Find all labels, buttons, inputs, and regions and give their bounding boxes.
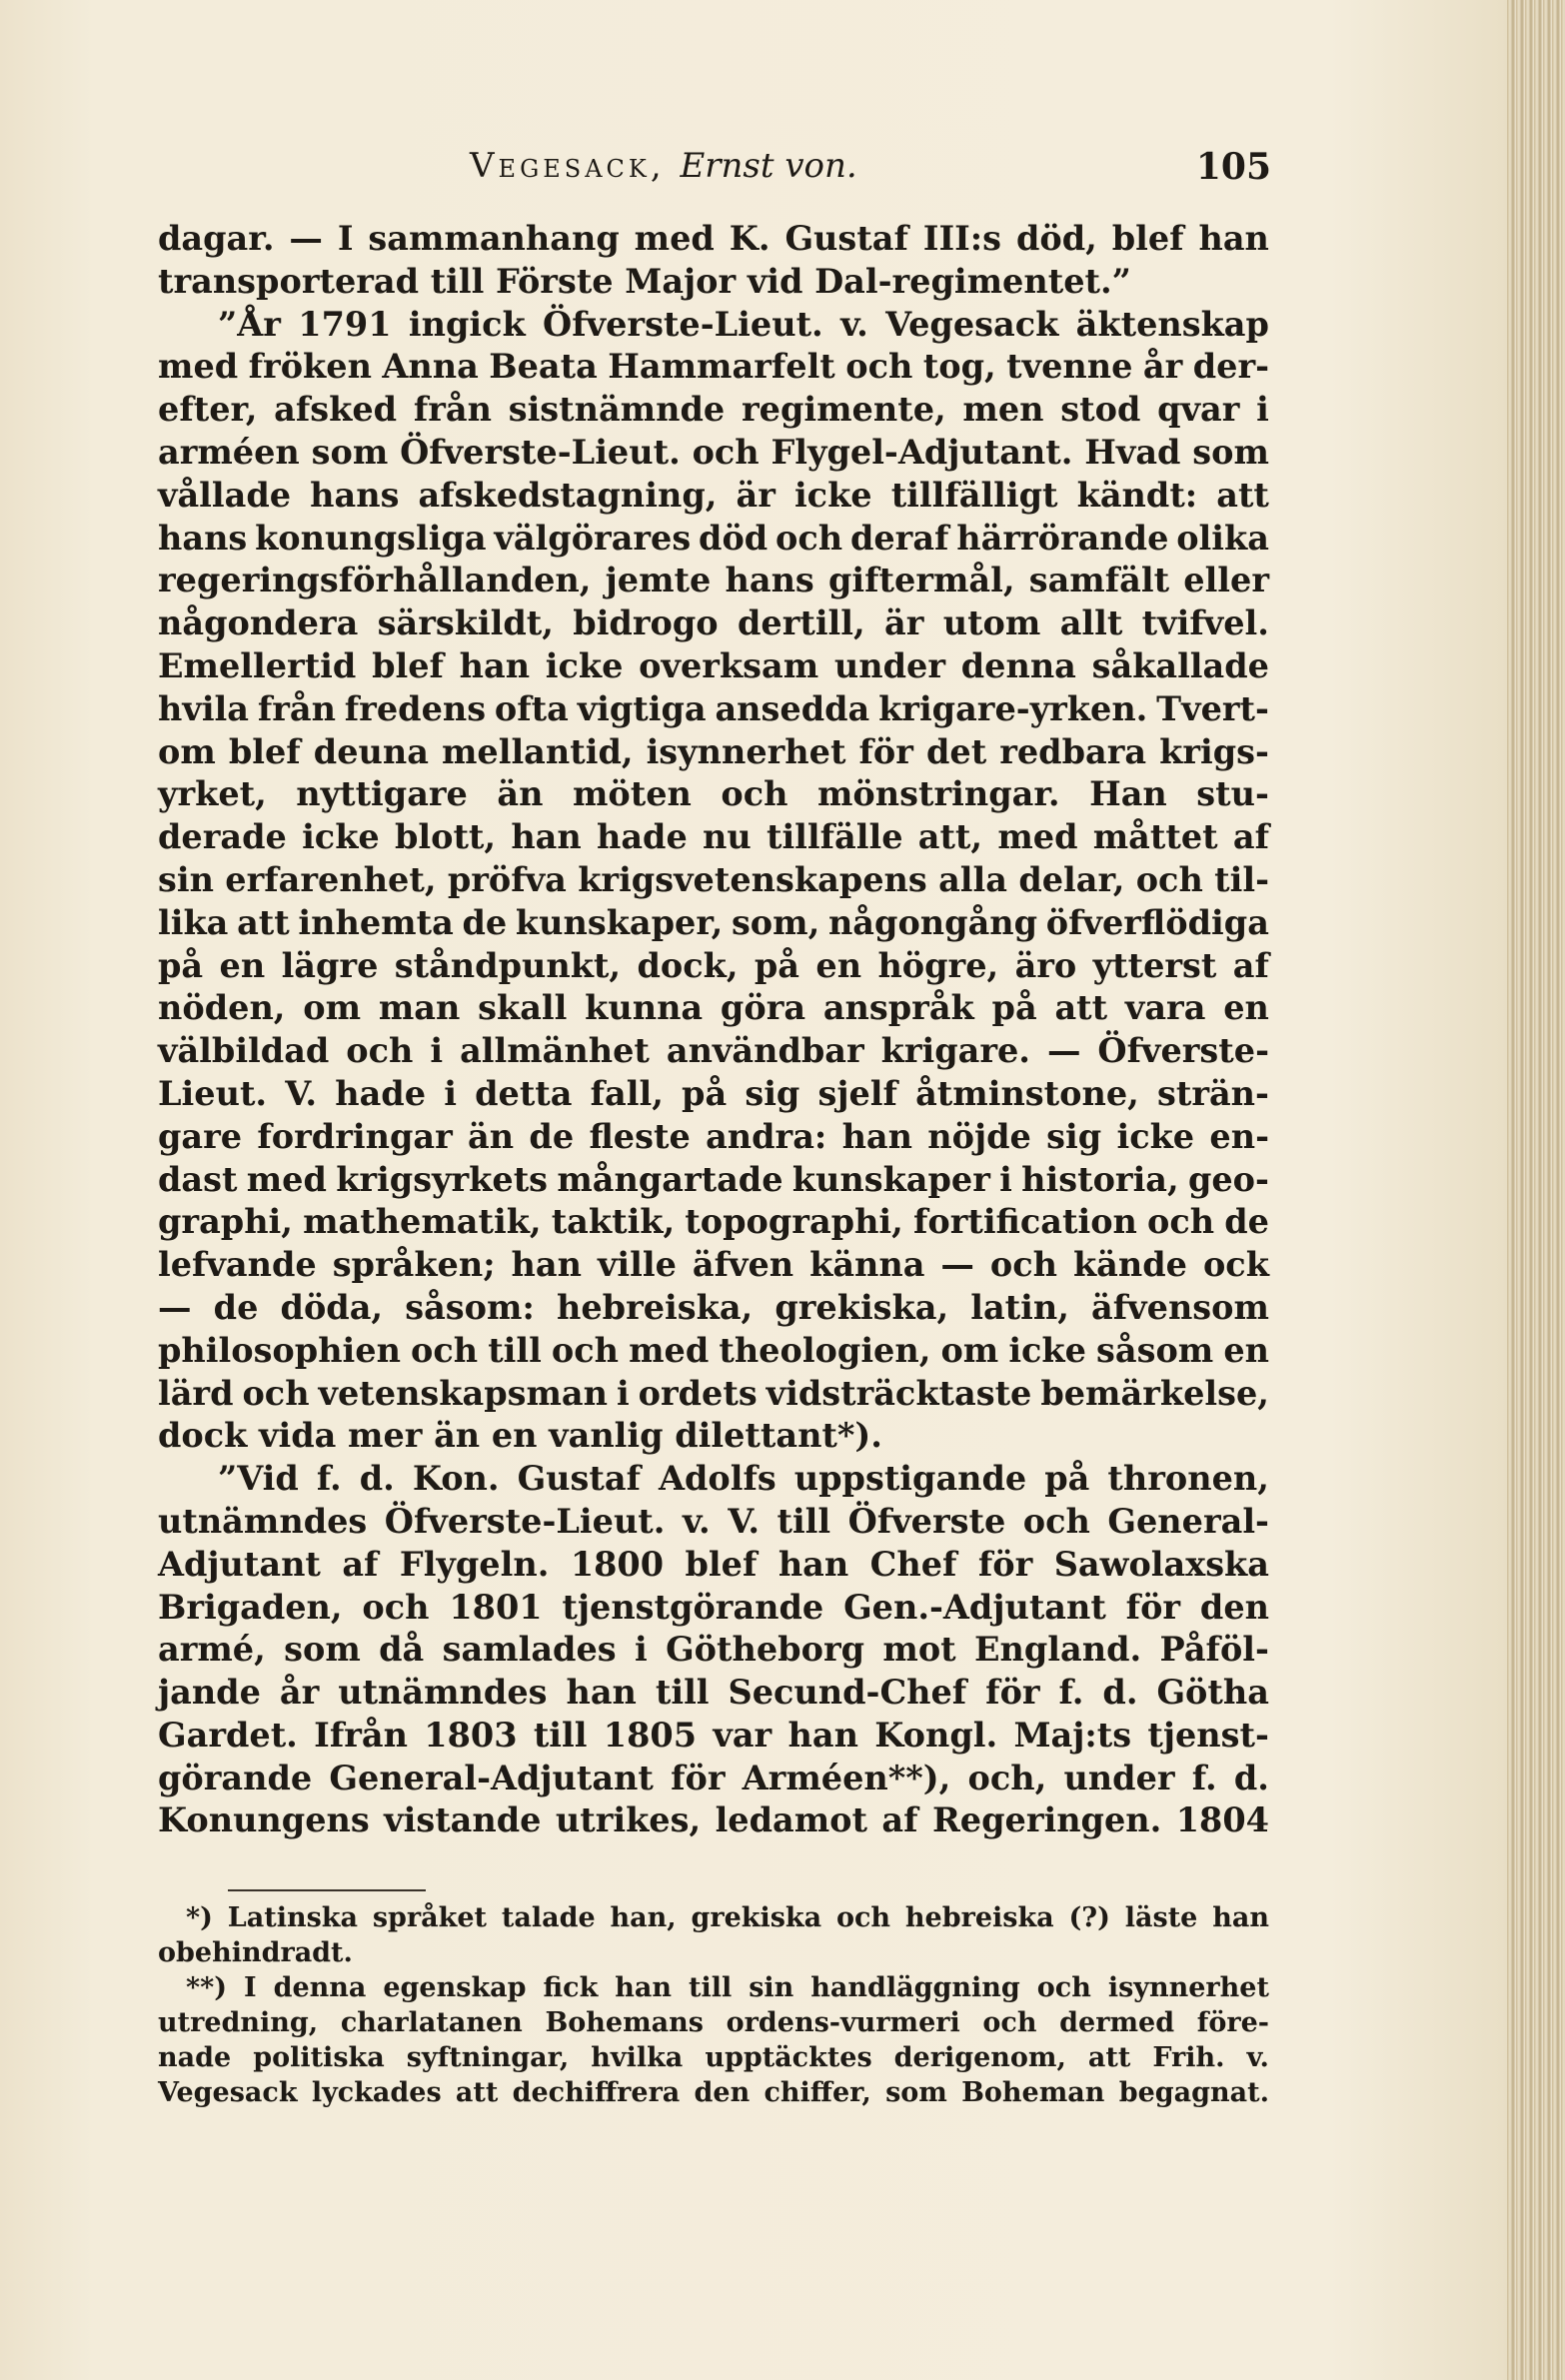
footnotes [158, 1900, 1269, 2110]
body-text-line: någondera särskildt, bidrogo dertill, är utom allt tvifvel. [158, 603, 1269, 643]
body-text-line: hans konungsliga välgörares död och deraf härrörande olika [158, 518, 1269, 558]
body-text-line: hvila från fredens ofta vigtiga ansedda krigare-yrken. Tvert- [158, 688, 1269, 728]
page-number: 105 [1195, 146, 1271, 188]
body-text-line: med fröken Anna Beata Hammarfelt och tog, tvenne år der- [158, 347, 1269, 387]
body-text-line: ”År 1791 ingick Öfverste-Lieut. v. Vegesack äktenskap [218, 304, 1269, 344]
body-text-line: jande år utnämndes han till Secund-Chef för f. d. Götha [158, 1673, 1269, 1713]
body-text-line: nöden, om man skall kunna göra anspråk på att vara en [158, 988, 1269, 1028]
body-text-line: armé, som då samlades i Götheborg mot England. Påföl- [158, 1630, 1269, 1670]
running-header [160, 146, 1271, 194]
body-text-line: dock vida mer än en vanlig dilettant*). [158, 1416, 882, 1456]
body-text-line: på en lägre ståndpunkt, dock, på en högre, äro ytterst af [158, 945, 1269, 985]
body-text-line: Emellertid blef han icke overksam under denna såkallade [158, 645, 1269, 685]
header-author-given: Ernst von. [680, 146, 857, 186]
body-text-line: gare fordringar än de fleste andra: han nöjde sig icke en- [158, 1116, 1269, 1156]
header-author [470, 146, 857, 186]
body-text-line: dagar. — I sammanhang med K. Gustaf III:s död, blef han [158, 219, 1269, 258]
body-text-line: Gardet. Ifrån 1803 till 1805 var han Kongl. Maj:ts tjenst- [158, 1715, 1269, 1755]
footnote-line: **) I denna egenskap fick han till sin handläggning och isynnerhet [186, 1972, 1269, 2003]
body-text-line: dast med krigsyrkets mångartade kunskaper i historia, geo- [158, 1159, 1269, 1199]
body-text-line: sin erfarenhet, pröfva krigsvetenskapens alla delar, och til- [158, 859, 1269, 899]
body-text-line: arméen som Öfverste-Lieut. och Flygel-Adjutant. Hvad som [158, 432, 1269, 472]
body-text-line: regeringsförhållanden, jemte hans giftermål, samfält eller [158, 561, 1269, 600]
body-text-line: philosophien och till och med theologien, om icke såsom en [158, 1330, 1269, 1370]
footnote-line: nade politiska syftningar, hvilka upptäcktes derigenom, att Frih. v. [158, 2042, 1269, 2073]
body-text-line: vållade hans afskedstagning, är icke tillfälligt kändt: att [158, 475, 1269, 515]
body-text-line: — de döda, såsom: hebreiska, grekiska, latin, äfvensom [158, 1287, 1269, 1327]
body-text-line: graphi, mathematik, taktik, topographi, fortification och de [158, 1202, 1269, 1242]
body-text-line: Brigaden, och 1801 tjenstgörande Gen.-Adjutant för den [158, 1587, 1269, 1627]
footnote-line: utredning, charlatanen Bohemans ordens-vurmeri och dermed före- [158, 2007, 1269, 2038]
body-text-line: lefvande språken; han ville äfven känna — och kände ock [158, 1245, 1269, 1285]
book-spine-edge [1507, 0, 1565, 2380]
footnote-divider [228, 1889, 426, 1891]
body-text-line: yrket, nyttigare än möten och mönstringar. Han stu- [158, 774, 1269, 814]
footnote-line: *) Latinska språket talade han, grekiska och hebreiska (?) läste han [186, 1902, 1269, 1933]
body-text-line: transporterad till Förste Major vid Dal-regimentet.” [158, 261, 1131, 301]
footnote-line: Vegesack lyckades att dechiffrera den chiffer, som Boheman begagnat. [158, 2077, 1269, 2108]
body-text-line: ”Vid f. d. Kon. Gustaf Adolfs uppstigande på thronen, [218, 1459, 1269, 1499]
footnote-line: obehindradt. [158, 1937, 353, 1968]
body-text-line: om blef deuna mellantid, isynnerhet för det redbara krigs- [158, 731, 1269, 771]
main-text [158, 218, 1269, 1842]
body-text-line: Konungens vistande utrikes, ledamot af Regeringen. 1804 [158, 1800, 1269, 1840]
body-text-line: görande General-Adjutant för Arméen**), och, under f. d. [158, 1758, 1269, 1797]
body-text-line: utnämndes Öfverste-Lieut. v. V. till Öfverste och General- [158, 1501, 1269, 1541]
body-text-line: välbildad och i allmänhet användbar krigare. — Öfverste- [158, 1031, 1269, 1071]
body-text-line: efter, afsked från sistnämnde regimente, men stod qvar i [158, 390, 1269, 430]
body-text-line: lika att inhemta de kunskaper, som, någongång öfverflödiga [158, 902, 1269, 942]
body-text-line: lärd och vetenskapsman i ordets vidsträcktaste bemärkelse, [158, 1373, 1269, 1413]
body-text-line: derade icke blott, han hade nu tillfälle att, med måttet af [158, 817, 1269, 857]
body-text-line: Adjutant af Flygeln. 1800 blef han Chef för Sawolaxska [158, 1544, 1269, 1584]
body-text-line: Lieut. V. hade i detta fall, på sig sjelf åtminstone, strän- [158, 1073, 1269, 1113]
header-author-surname: Vegesack, [470, 146, 666, 186]
